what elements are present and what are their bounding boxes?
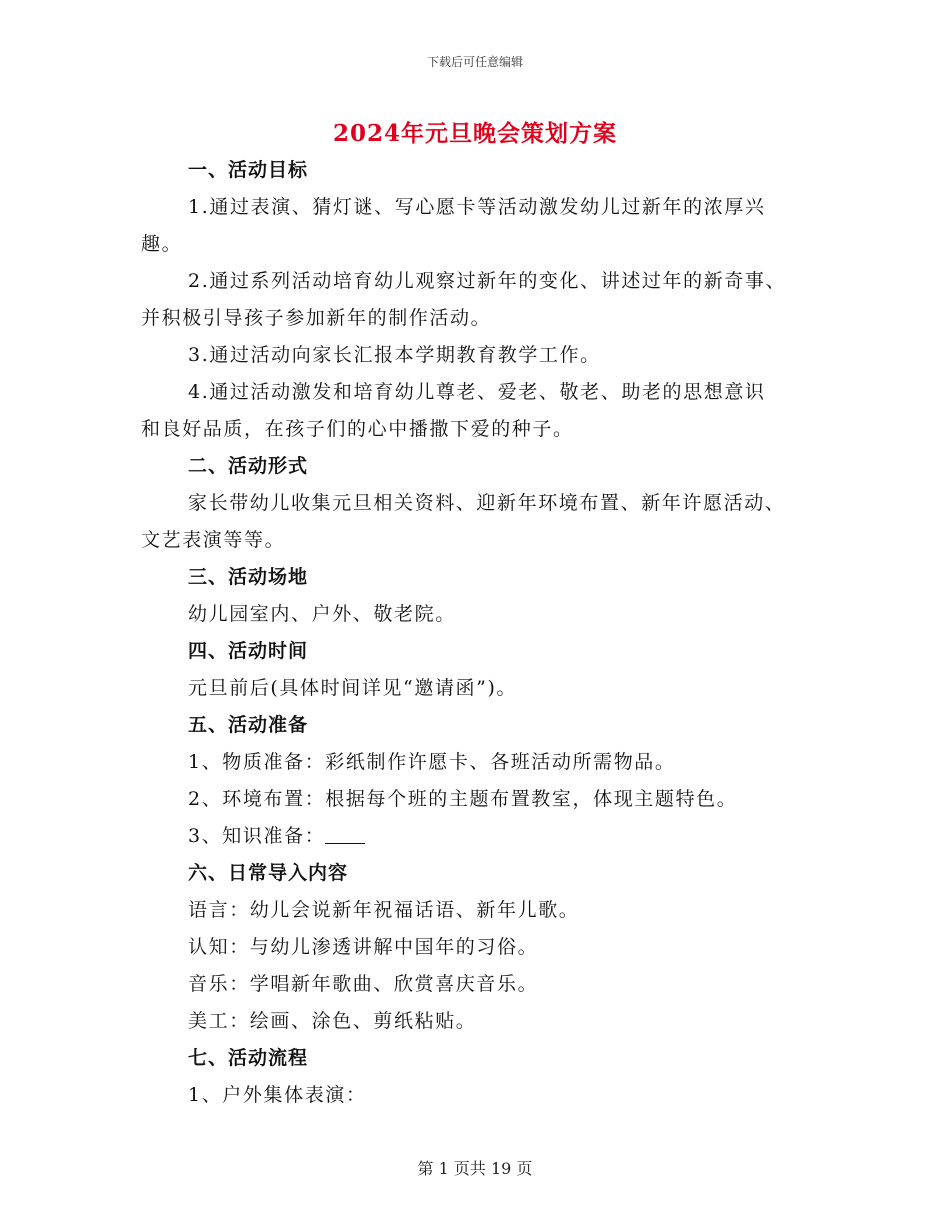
section-heading: 一、活动目标 [188, 159, 309, 181]
paragraph-line: 音乐：学唱新年歌曲、欣赏喜庆音乐。 [188, 973, 539, 995]
document-body [141, 152, 811, 1114]
paragraph-line: 2.通过系列活动培育幼儿观察过新年的变化、讲述过年的新奇事、 [188, 270, 787, 292]
document-title: 2024年元旦晚会策划方案 [332, 120, 617, 147]
paragraph-line: 元旦前后(具体时间详见“邀请函”)。 [188, 677, 518, 699]
paragraph-line: 1.通过表演、猜灯谜、写心愿卡等活动激发幼儿过新年的浓厚兴 [188, 196, 766, 218]
section-heading: 六、日常导入内容 [188, 862, 349, 884]
paragraph-line: 幼儿园室内、户外、敬老院。 [188, 603, 456, 625]
paragraph-line: 2、环境布置：根据每个班的主题布置教室，体现主题特色。 [188, 788, 738, 810]
paragraph-line: 和良好品质，在孩子们的心中播撒下爱的种子。 [141, 418, 574, 440]
paragraph-line: 1、户外集体表演： [188, 1084, 367, 1106]
section-heading: 三、活动场地 [188, 566, 309, 588]
section-heading: 二、活动形式 [188, 455, 309, 477]
paragraph-line: 家长带幼儿收集元旦相关资料、迎新年环境布置、新年许愿活动、 [188, 492, 786, 514]
fill-in-blank [325, 825, 365, 844]
knowledge-prep-label: 3、知识准备： [188, 825, 326, 847]
paragraph-line: 4.通过活动激发和培育幼儿尊老、爱老、敬老、助老的思想意识 [188, 381, 766, 403]
paragraph-line: 认知：与幼儿渗透讲解中国年的习俗。 [188, 936, 539, 958]
paragraph-line: 文艺表演等等。 [141, 529, 286, 551]
section-heading: 四、活动时间 [188, 640, 309, 662]
paragraph-line: 语言：幼儿会说新年祝福话语、新年儿歌。 [188, 899, 580, 921]
section-heading: 七、活动流程 [188, 1047, 309, 1069]
paragraph-line [141, 818, 811, 855]
page-number-footer: 第 1 页共 19 页 [417, 1159, 533, 1178]
download-note: 下载后可任意编辑 [426, 55, 523, 69]
paragraph-line: 趣。 [141, 233, 183, 255]
paragraph-line: 3.通过活动向家长汇报本学期教育教学工作。 [188, 344, 601, 366]
section-heading: 五、活动准备 [188, 714, 309, 736]
paragraph-line: 1、物质准备：彩纸制作许愿卡、各班活动所需物品。 [188, 751, 676, 773]
paragraph-line: 并积极引导孩子参加新年的制作活动。 [141, 307, 492, 329]
paragraph-line: 美工：绘画、涂色、剪纸粘贴。 [188, 1010, 477, 1032]
